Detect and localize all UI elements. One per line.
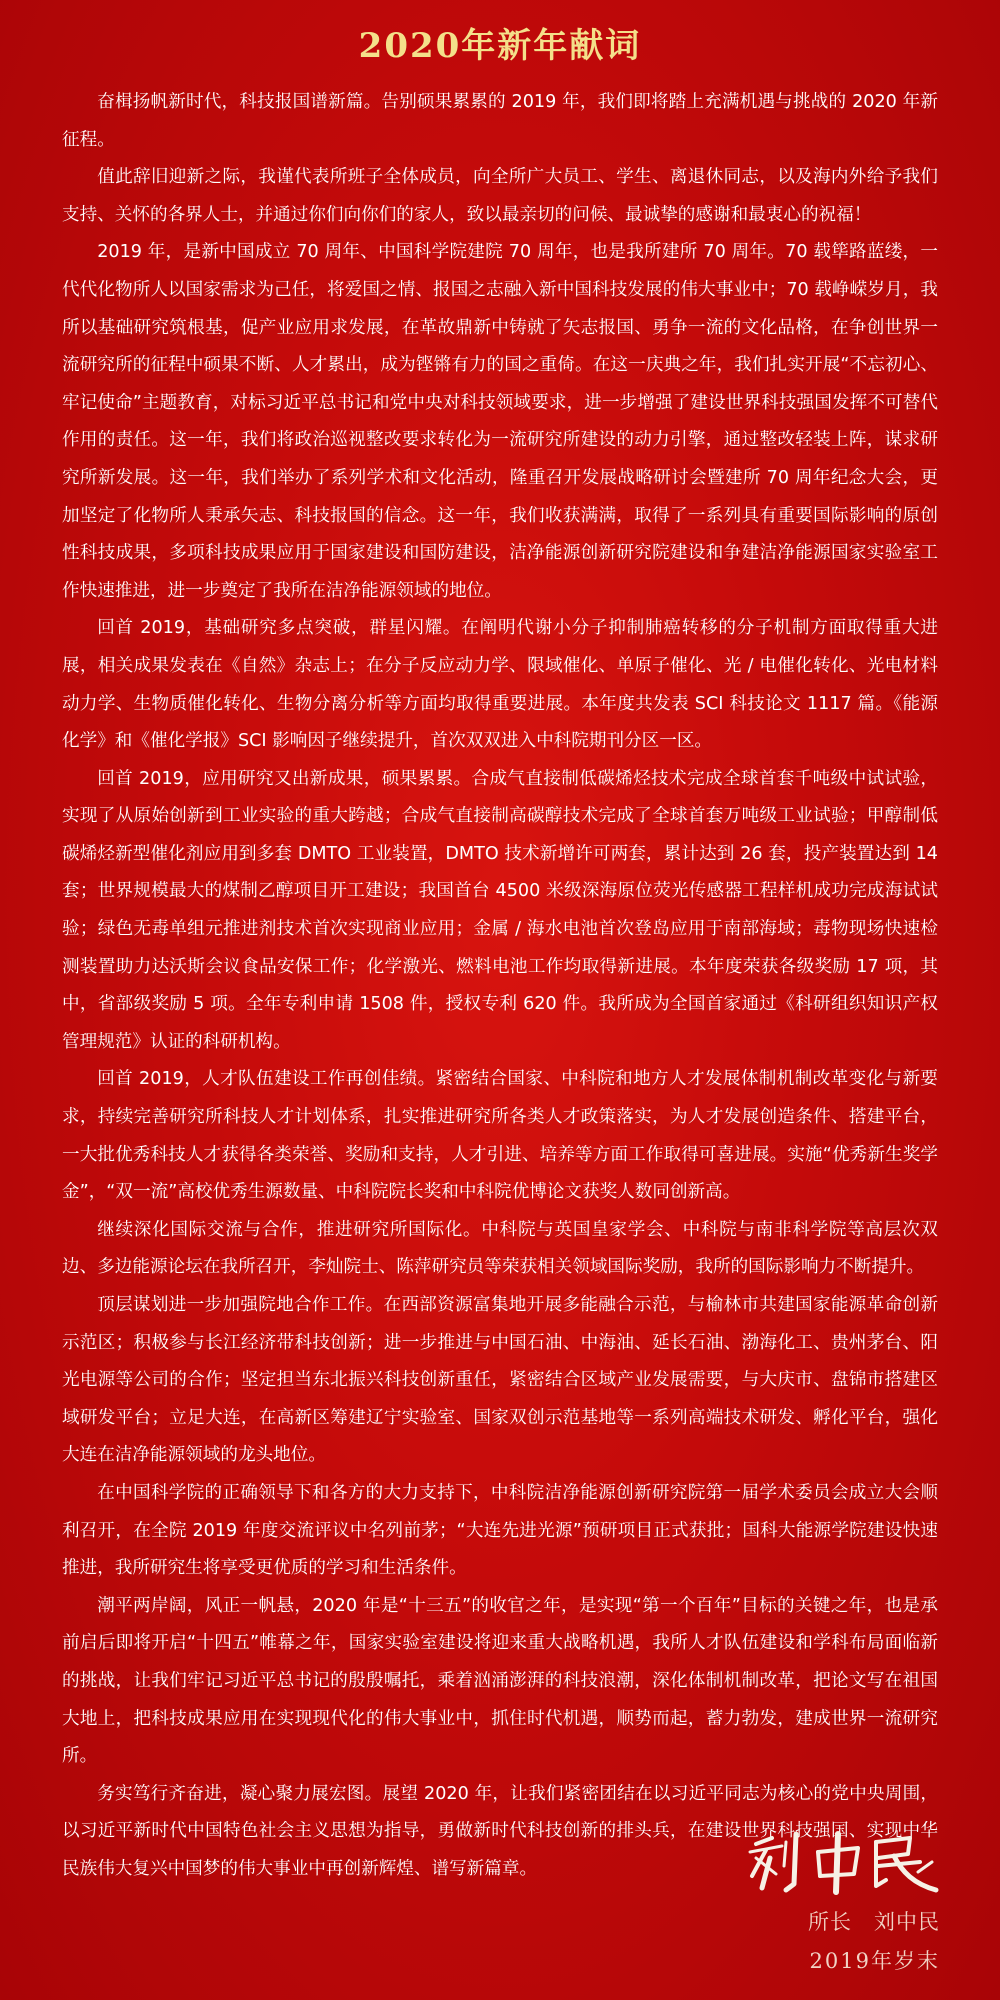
paragraph: 2019 年，是新中国成立 70 周年、中国科学院建院 70 周年，也是我所建所 70 周年。70 载筚路蓝缕，一代代化物所人以国家需求为己任，将爱国之情、报国之志融入新中国科技发展的伟大事业中；70 载峥嵘岁月，我所以基础研究筑根基，促产业应用求发展，在革故鼎新中铸就了矢志报国、勇争一流的文化品格，在争创世界一流研究所的征程中硕果不断、人才累出，成为铿锵有力的国之重倚。在这一庆典之年，我们扎实开展“不忘初心、牢记使命”主题教育，对标习近平总书记和党中央对科技领域要求，进一步增强了建设世界科技强国发挥不可替代作用的责任。这一年，我们将政治巡视整改要求转化为一流研究所建设的动力引擎，通过整改轻装上阵，谋求研究所新发展。这一年，我们举办了系列学术和文化活动，隆重召开发展战略研讨会暨建所 70 周年纪念大会，更加坚定了化物所人秉承矢志、科技报国的信念。这一年，我们收获满满，取得了一系列具有重要国际影响的原创性科技成果，多项科技成果应用于国家建设和国防建设，洁净能源创新研究院建设和争建洁净能源国家实验室工作快速推进，进一步奠定了我所在洁净能源领域的地位。 bbox=[62, 242, 938, 601]
paragraph: 继续深化国际交流与合作，推进研究所国际化。中科院与英国皇家学会、中科院与南非科学院等高层次双边、多边能源论坛在我所召开，李灿院士、陈萍研究员等荣获相关领域国际奖励，我所的国际影响力不断提升。 bbox=[62, 1219, 938, 1278]
paragraph: 在中国科学院的正确领导下和各方的大力支持下，中科院洁净能源创新研究院第一届学术委员会成立大会顺利召开，在全院 2019 年度交流评议中名列前茅；“大连先进光源”预研项目正式获批；国科大能源学院建设快速推进，我所研究生将享受更优质的学习和生活条件。 bbox=[62, 1482, 938, 1579]
paragraph: 回首 2019，基础研究多点突破，群星闪耀。在阐明代谢小分子抑制肺癌转移的分子机制方面取得重大进展，相关成果发表在《自然》杂志上；在分子反应动力学、限域催化、单原子催化、光 / 电催化转化、光电材料动力学、生物质催化转化、生物分离分析等方面均取得重要进展。本年度共发表 SCI 科技论文 1117 篇。《能源化学》和《催化学报》SCI 影响因子继续提升，首次双双进入中科院期刊分区一区。 bbox=[62, 618, 938, 752]
paragraph: 回首 2019，人才队伍建设工作再创佳绩。紧密结合国家、中科院和地方人才发展体制机制改革变化与新要求，持续完善研究所科技人才计划体系，扎实推进研究所各类人才政策落实，为人才发展创造条件、搭建平台，一大批优秀科技人才获得各类荣誉、奖励和支持，人才引进、培养等方面工作取得可喜进展。实施“优秀新生奖学金”，“双一流”高校优秀生源数量、中科院院长奖和中科院优博论文获奖人数同创新高。 bbox=[62, 1069, 938, 1203]
letter-date: 2019年岁末 bbox=[809, 1949, 940, 1973]
handwritten-signature bbox=[742, 1828, 942, 1898]
paragraph: 潮平两岸阔，风正一帆悬，2020 年是“十三五”的收官之年，是实现“第一个百年”目标的关键之年，也是承前启后即将开启“十四五”帷幕之年，国家实验室建设将迎来重大战略机遇，我所人才队伍建设和学科布局面临新的挑战，让我们牢记习近平总书记的殷殷嘱托，乘着汹涌澎湃的科技浪潮，深化体制机制改革，把论文写在祖国大地上，把科技成果应用在实现现代化的伟大事业中，抓住时代机遇，顺势而起，蓄力勃发，建成世界一流研究所。 bbox=[62, 1595, 938, 1767]
paragraph: 奋楫扬帆新时代，科技报国谱新篇。告别硕果累累的 2019 年，我们即将踏上充满机遇与挑战的 2020 年新征程。 bbox=[62, 92, 938, 150]
paragraph: 顶层谋划进一步加强院地合作工作。在西部资源富集地开展多能融合示范，与榆林市共建国家能源革命创新示范区；积极参与长江经济带科技创新；进一步推进与中国石油、中海油、延长石油、渤海化工、贵州茅台、阳光电源等公司的合作；坚定担当东北振兴科技创新重任，紧密结合区域产业发展需要，与大庆市、盘锦市搭建区域研发平台；立足大连，在高新区筹建辽宁实验室、国家双创示范基地等一系列高端技术研发、孵化平台，强化大连在洁净能源领域的龙头地位。 bbox=[62, 1295, 938, 1466]
paragraph: 值此辞旧迎新之际，我谨代表所班子全体成员，向全所广大员工、学生、离退休同志，以及海内外给予我们支持、关怀的各界人士，并通过你们向你们的家人，致以最亲切的问候、最诚挚的感谢和最衷心的祝福！ bbox=[62, 167, 938, 225]
paragraph: 务实笃行齐奋进，凝心聚力展宏图。展望 2020 年，让我们紧密团结在以习近平同志为核心的党中央周围，以习近平新时代中国特色社会主义思想为指导，勇做新时代科技创新的排头兵，在建设世界科技强国、实现中华民族伟大复兴中国梦的伟大事业中再创新辉煌、谱写新篇章。 bbox=[62, 1783, 938, 1879]
signer-name: 所长 刘中民 bbox=[808, 1910, 940, 1934]
letter-body bbox=[62, 84, 938, 1889]
paragraph: 回首 2019，应用研究又出新成果，硕果累累。合成气直接制低碳烯烃技术完成全球首套千吨级中试试验，实现了从原始创新到工业实验的重大跨越；合成气直接制高碳醇技术完成了全球首套万吨级工业试验；甲醇制低碳烯烃新型催化剂应用到多套 DMTO 工业装置，DMTO 技术新增许可两套，累计达到 26 套，投产装置达到 14 套；世界规模最大的煤制乙醇项目开工建设；我国首台 4500 米级深海原位荧光传感器工程样机成功完成海试试验；绿色无毒单组元推进剂技术首次实现商业应用；金属 / 海水电池首次登岛应用于南部海域；毒物现场快速检测装置助力达沃斯会议食品安保工作；化学激光、燃料电池工作均取得新进展。本年度荣获各级奖励 17 项，其中，省部级奖励 5 项。全年专利申请 1508 件，授权专利 620 件。我所成为全国首家通过《科研组织知识产权管理规范》认证的科研机构。 bbox=[62, 768, 938, 1052]
page-title: 2020年新年献词 bbox=[358, 26, 642, 66]
